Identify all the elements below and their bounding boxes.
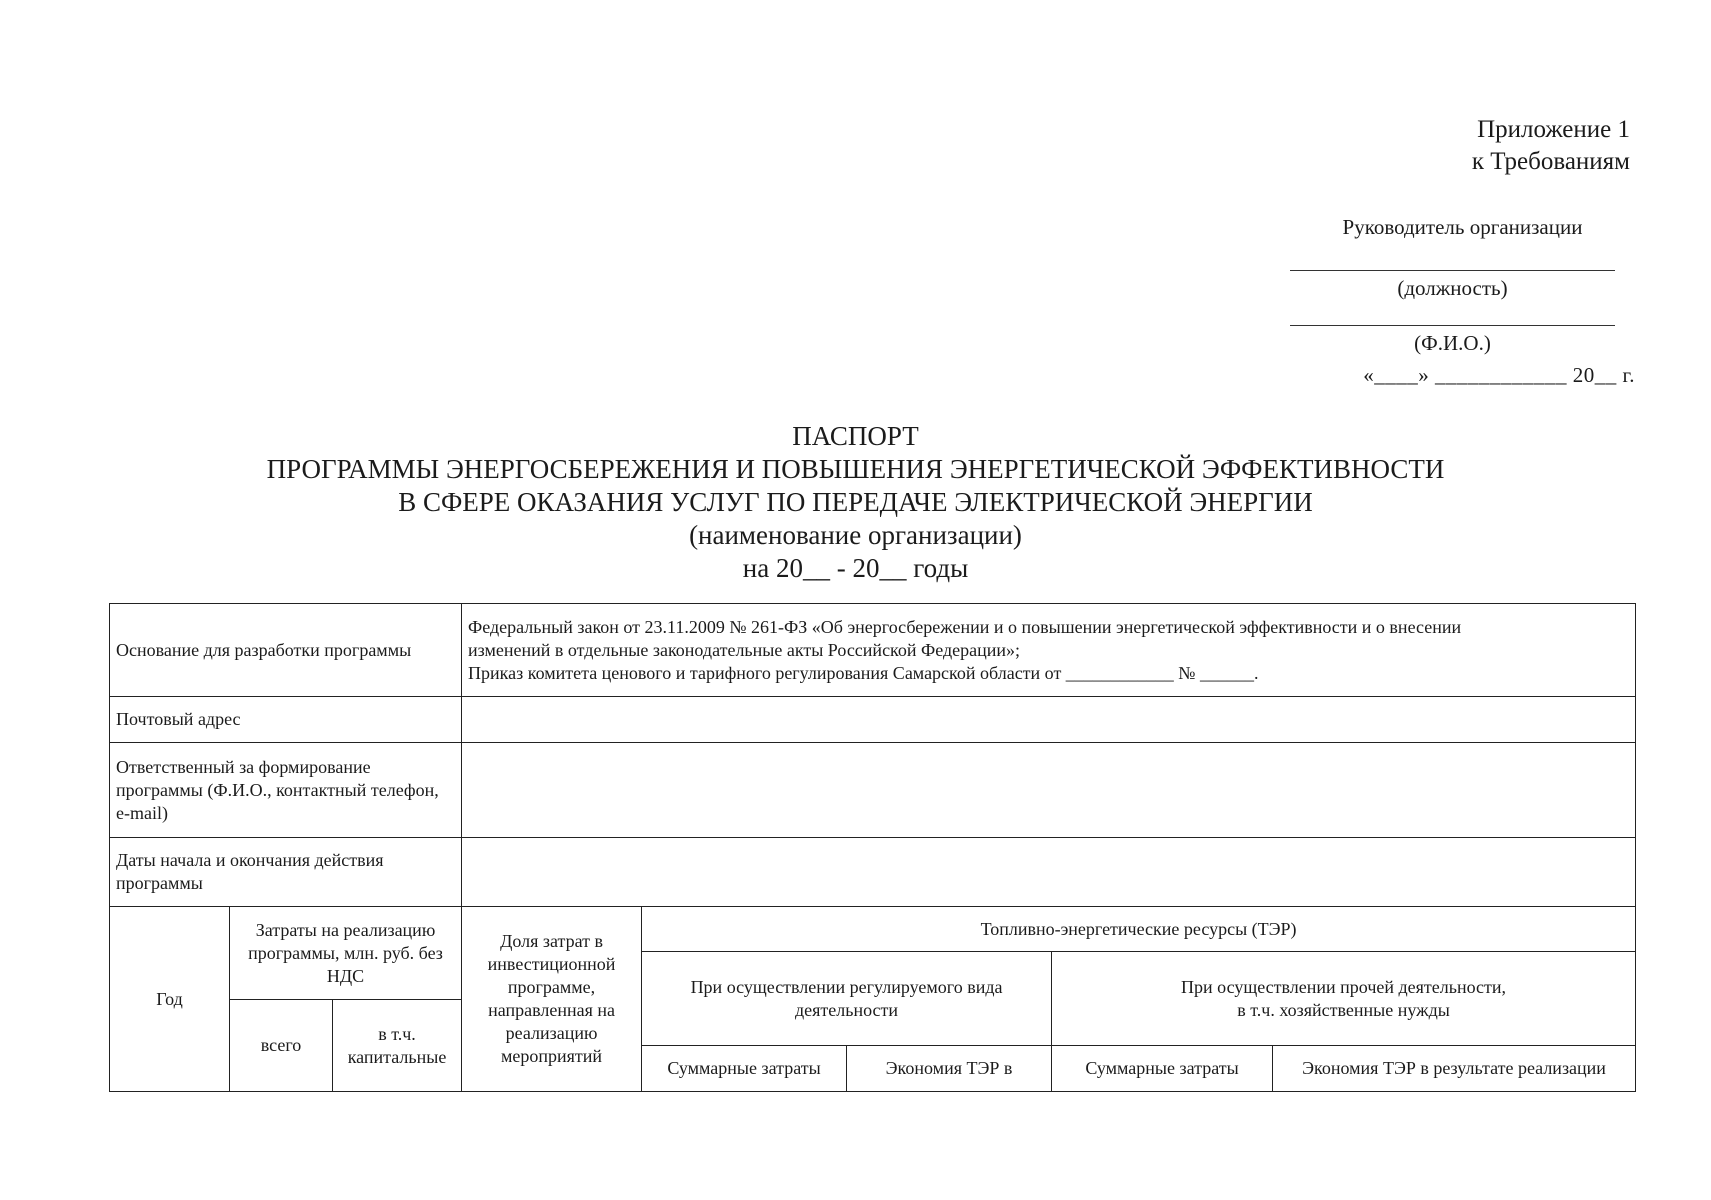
appendix-number: Приложение 1 (1477, 116, 1630, 143)
total-header: всего (230, 1000, 333, 1092)
ter-header: Топливно-энергетические ресурсы (ТЭР) (642, 907, 1636, 952)
capital-header: в т.ч. капитальные (333, 1000, 462, 1092)
fio-line (1290, 305, 1615, 326)
approval-head: Руководитель организации (1342, 215, 1583, 239)
table-row (110, 604, 1636, 697)
position-line (1290, 250, 1615, 271)
table-row (110, 838, 1636, 907)
table-row (110, 697, 1636, 743)
economy-other-header: Экономия ТЭР в результате реализации (1273, 1046, 1636, 1092)
sum-costs-regulated-header: Суммарные затраты (642, 1046, 847, 1092)
dates-value (462, 838, 1636, 907)
title-organization: (наименование организации) (689, 520, 1022, 550)
share-header: Доля затрат в инвестиционной программе, направленная на реализацию мероприятий (462, 907, 642, 1092)
sum-costs-other-header: Суммарные затраты (1052, 1046, 1273, 1092)
postal-address-label: Почтовый адрес (110, 697, 462, 743)
postal-address-value (462, 697, 1636, 743)
position-caption: (должность) (1397, 276, 1508, 300)
document-title (0, 420, 1711, 585)
approval-date: «____» ____________ 20__ г. (1363, 363, 1635, 387)
basis-law: Федеральный закон от 23.11.2009 № 261-ФЗ «Об энергосбережении и о повышении энергетической эффективности и о внесении (468, 616, 1462, 637)
table-row (110, 743, 1636, 838)
appendix-reference: к Требованиям (1471, 148, 1630, 175)
passport-table (109, 603, 1636, 1092)
title-sphere: В СФЕРЕ ОКАЗАНИЯ УСЛУГ ПО ПЕРЕДАЧЕ ЭЛЕКТРИЧЕСКОЙ ЭНЕРГИИ (398, 487, 1313, 517)
approval-block (1290, 212, 1635, 390)
table-header-row (110, 907, 1636, 952)
year-header: Год (110, 907, 230, 1092)
appendix-header (1300, 114, 1630, 178)
costs-header: Затраты на реализацию программы, млн. руб. без НДС (230, 907, 462, 1000)
responsible-label: Ответственный за формирование программы (Ф.И.О., контактный телефон, e-mail) (110, 743, 462, 838)
basis-label: Основание для разработки программы (110, 604, 462, 697)
responsible-value (462, 743, 1636, 838)
title-program: ПРОГРАММЫ ЭНЕРГОСБЕРЕЖЕНИЯ И ПОВЫШЕНИЯ ЭНЕРГЕТИЧЕСКОЙ ЭФФЕКТИВНОСТИ (266, 454, 1445, 484)
basis-order: Приказ комитета ценового и тарифного регулирования Самарской области от ____________ № ______. (468, 662, 1259, 683)
other-activity-line2: в т.ч. хозяйственные нужды (1237, 999, 1450, 1020)
basis-law-cont: изменений в отдельные законодательные акты Российской Федерации»; (468, 639, 1021, 660)
title-years: на 20__ - 20__ годы (742, 553, 969, 583)
basis-value (462, 604, 1636, 697)
title-passport: ПАСПОРТ (792, 421, 919, 451)
economy-regulated-header: Экономия ТЭР в (847, 1046, 1052, 1092)
other-activity-line1: При осуществлении прочей деятельности, (1181, 976, 1507, 997)
other-activity-header (1052, 952, 1636, 1046)
regulated-header: При осуществлении регулируемого вида деятельности (642, 952, 1052, 1046)
fio-caption: (Ф.И.О.) (1414, 331, 1491, 355)
dates-label: Даты начала и окончания действия программы (110, 838, 462, 907)
